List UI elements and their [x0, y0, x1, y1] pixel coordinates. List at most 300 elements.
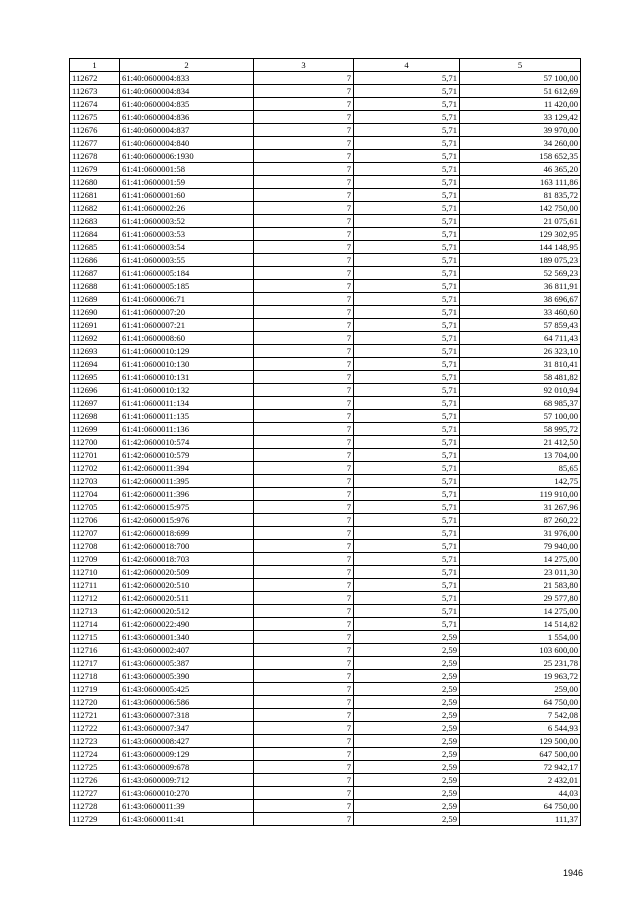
table-row [70, 800, 581, 813]
cadastral-number-cell: 61:43:0600011:39 [120, 800, 254, 813]
cadastral-number-cell: 61:41:0600005:185 [120, 280, 254, 293]
category-cell: 7 [254, 280, 354, 293]
amount-cell: 21 412,50 [460, 436, 581, 449]
row-number-cell: 112710 [70, 566, 120, 579]
row-number-cell: 112675 [70, 111, 120, 124]
row-number-cell: 112715 [70, 631, 120, 644]
cadastral-number-cell: 61:42:0600010:574 [120, 436, 254, 449]
amount-cell: 103 600,00 [460, 644, 581, 657]
category-cell: 7 [254, 228, 354, 241]
category-cell: 7 [254, 683, 354, 696]
row-number-cell: 112690 [70, 306, 120, 319]
rate-cell: 5,71 [354, 215, 460, 228]
row-number-cell: 112685 [70, 241, 120, 254]
table-row [70, 644, 581, 657]
table-row [70, 72, 581, 85]
category-cell: 7 [254, 111, 354, 124]
row-number-cell: 112697 [70, 397, 120, 410]
category-cell: 7 [254, 410, 354, 423]
row-number-cell: 112696 [70, 384, 120, 397]
category-cell: 7 [254, 696, 354, 709]
amount-cell: 36 811,91 [460, 280, 581, 293]
rate-cell: 5,71 [354, 475, 460, 488]
table-row [70, 267, 581, 280]
cadastral-number-cell: 61:42:0600011:394 [120, 462, 254, 475]
cadastral-number-cell: 61:41:0600002:26 [120, 202, 254, 215]
rate-cell: 5,71 [354, 371, 460, 384]
amount-cell: 21 583,80 [460, 579, 581, 592]
category-cell: 7 [254, 501, 354, 514]
amount-cell: 34 260,00 [460, 137, 581, 150]
amount-cell: 14 275,00 [460, 553, 581, 566]
amount-cell: 259,00 [460, 683, 581, 696]
table-row [70, 423, 581, 436]
cadastral-number-cell: 61:41:0600003:53 [120, 228, 254, 241]
category-cell: 7 [254, 319, 354, 332]
amount-cell: 14 514,82 [460, 618, 581, 631]
row-number-cell: 112716 [70, 644, 120, 657]
category-cell: 7 [254, 592, 354, 605]
column-header-3: 3 [254, 59, 354, 72]
row-number-cell: 112691 [70, 319, 120, 332]
amount-cell: 29 577,80 [460, 592, 581, 605]
row-number-cell: 112678 [70, 150, 120, 163]
row-number-cell: 112723 [70, 735, 120, 748]
cadastral-number-cell: 61:40:0600004:835 [120, 98, 254, 111]
row-number-cell: 112676 [70, 124, 120, 137]
row-number-cell: 112714 [70, 618, 120, 631]
page-number: 1946 [563, 868, 584, 878]
table-row [70, 657, 581, 670]
amount-cell: 21 075,61 [460, 215, 581, 228]
row-number-cell: 112705 [70, 501, 120, 514]
row-number-cell: 112699 [70, 423, 120, 436]
amount-cell: 2 432,01 [460, 774, 581, 787]
table-row [70, 358, 581, 371]
category-cell: 7 [254, 540, 354, 553]
amount-cell: 39 970,00 [460, 124, 581, 137]
column-header-5: 5 [460, 59, 581, 72]
rate-cell: 5,71 [354, 280, 460, 293]
row-number-cell: 112688 [70, 280, 120, 293]
amount-cell: 33 129,42 [460, 111, 581, 124]
amount-cell: 129 500,00 [460, 735, 581, 748]
table-row [70, 254, 581, 267]
category-cell: 7 [254, 462, 354, 475]
category-cell: 7 [254, 748, 354, 761]
cadastral-number-cell: 61:41:0600010:131 [120, 371, 254, 384]
category-cell: 7 [254, 787, 354, 800]
table-row [70, 228, 581, 241]
row-number-cell: 112693 [70, 345, 120, 358]
amount-cell: 23 011,30 [460, 566, 581, 579]
rate-cell: 5,71 [354, 124, 460, 137]
rate-cell: 5,71 [354, 488, 460, 501]
category-cell: 7 [254, 72, 354, 85]
rate-cell: 5,71 [354, 436, 460, 449]
row-number-cell: 112717 [70, 657, 120, 670]
amount-cell: 85,65 [460, 462, 581, 475]
amount-cell: 44,03 [460, 787, 581, 800]
cadastral-number-cell: 61:41:0600010:132 [120, 384, 254, 397]
cadastral-number-cell: 61:41:0600001:60 [120, 189, 254, 202]
rate-cell: 5,71 [354, 150, 460, 163]
table-row [70, 124, 581, 137]
cadastral-number-cell: 61:42:0600018:699 [120, 527, 254, 540]
rate-cell: 5,71 [354, 176, 460, 189]
amount-cell: 58 995,72 [460, 423, 581, 436]
row-number-cell: 112718 [70, 670, 120, 683]
category-cell: 7 [254, 267, 354, 280]
category-cell: 7 [254, 657, 354, 670]
rate-cell: 2,59 [354, 774, 460, 787]
cadastral-number-cell: 61:41:0600001:59 [120, 176, 254, 189]
table-row [70, 501, 581, 514]
cadastral-number-cell: 61:41:0600003:52 [120, 215, 254, 228]
amount-cell: 158 652,35 [460, 150, 581, 163]
row-number-cell: 112701 [70, 449, 120, 462]
rate-cell: 5,71 [354, 397, 460, 410]
table-row [70, 618, 581, 631]
cadastral-number-cell: 61:42:0600010:579 [120, 449, 254, 462]
amount-cell: 163 111,86 [460, 176, 581, 189]
cadastral-number-cell: 61:41:0600003:55 [120, 254, 254, 267]
table-row [70, 761, 581, 774]
category-cell: 7 [254, 150, 354, 163]
category-cell: 7 [254, 618, 354, 631]
rate-cell: 5,71 [354, 137, 460, 150]
cadastral-number-cell: 61:43:0600005:390 [120, 670, 254, 683]
table-row [70, 462, 581, 475]
amount-cell: 129 302,95 [460, 228, 581, 241]
table-row [70, 787, 581, 800]
cadastral-number-cell: 61:43:0600005:425 [120, 683, 254, 696]
row-number-cell: 112720 [70, 696, 120, 709]
rate-cell: 2,59 [354, 800, 460, 813]
amount-cell: 57 100,00 [460, 72, 581, 85]
cadastral-number-cell: 61:42:0600022:490 [120, 618, 254, 631]
table-row [70, 306, 581, 319]
rate-cell: 5,71 [354, 85, 460, 98]
cadastral-number-cell: 61:43:0600008:427 [120, 735, 254, 748]
row-number-cell: 112706 [70, 514, 120, 527]
rate-cell: 2,59 [354, 722, 460, 735]
row-number-cell: 112683 [70, 215, 120, 228]
category-cell: 7 [254, 488, 354, 501]
category-cell: 7 [254, 371, 354, 384]
table-row [70, 488, 581, 501]
row-number-cell: 112721 [70, 709, 120, 722]
category-cell: 7 [254, 436, 354, 449]
cadastral-number-cell: 61:43:0600009:129 [120, 748, 254, 761]
rate-cell: 2,59 [354, 631, 460, 644]
row-number-cell: 112719 [70, 683, 120, 696]
cadastral-number-cell: 61:41:0600006:71 [120, 293, 254, 306]
cadastral-number-cell: 61:40:0600006:1930 [120, 150, 254, 163]
rate-cell: 5,71 [354, 579, 460, 592]
category-cell: 7 [254, 553, 354, 566]
amount-cell: 68 985,37 [460, 397, 581, 410]
category-cell: 7 [254, 189, 354, 202]
table-row [70, 774, 581, 787]
amount-cell: 31 267,96 [460, 501, 581, 514]
amount-cell: 11 420,00 [460, 98, 581, 111]
amount-cell: 52 569,23 [460, 267, 581, 280]
cadastral-number-cell: 61:43:0600009:712 [120, 774, 254, 787]
rate-cell: 5,71 [354, 163, 460, 176]
category-cell: 7 [254, 644, 354, 657]
table-row [70, 293, 581, 306]
table-row [70, 410, 581, 423]
row-number-cell: 112695 [70, 371, 120, 384]
cadastral-number-cell: 61:41:0600003:54 [120, 241, 254, 254]
table-row [70, 683, 581, 696]
rate-cell: 2,59 [354, 683, 460, 696]
table-row [70, 163, 581, 176]
amount-cell: 144 148,95 [460, 241, 581, 254]
category-cell: 7 [254, 202, 354, 215]
cadastral-number-cell: 61:40:0600004:833 [120, 72, 254, 85]
row-number-cell: 112729 [70, 813, 120, 826]
category-cell: 7 [254, 85, 354, 98]
rate-cell: 5,71 [354, 202, 460, 215]
category-cell: 7 [254, 670, 354, 683]
rate-cell: 5,71 [354, 358, 460, 371]
row-number-cell: 112689 [70, 293, 120, 306]
cadastral-number-cell: 61:41:0600007:21 [120, 319, 254, 332]
category-cell: 7 [254, 566, 354, 579]
table-row [70, 735, 581, 748]
amount-cell: 647 500,00 [460, 748, 581, 761]
cadastral-number-cell: 61:42:0600018:700 [120, 540, 254, 553]
row-number-cell: 112722 [70, 722, 120, 735]
category-cell: 7 [254, 605, 354, 618]
table-row [70, 566, 581, 579]
category-cell: 7 [254, 293, 354, 306]
amount-cell: 7 542,08 [460, 709, 581, 722]
amount-cell: 142 750,00 [460, 202, 581, 215]
cadastral-number-cell: 61:42:0600011:395 [120, 475, 254, 488]
rate-cell: 2,59 [354, 709, 460, 722]
category-cell: 7 [254, 423, 354, 436]
amount-cell: 189 075,23 [460, 254, 581, 267]
category-cell: 7 [254, 358, 354, 371]
table-row [70, 332, 581, 345]
rate-cell: 2,59 [354, 761, 460, 774]
amount-cell: 92 010,94 [460, 384, 581, 397]
category-cell: 7 [254, 631, 354, 644]
amount-cell: 57 859,43 [460, 319, 581, 332]
category-cell: 7 [254, 306, 354, 319]
amount-cell: 46 365,20 [460, 163, 581, 176]
amount-cell: 58 481,82 [460, 371, 581, 384]
table-row [70, 85, 581, 98]
rate-cell: 5,71 [354, 111, 460, 124]
table-row [70, 514, 581, 527]
category-cell: 7 [254, 241, 354, 254]
cadastral-number-cell: 61:41:0600011:136 [120, 423, 254, 436]
category-cell: 7 [254, 514, 354, 527]
table-row [70, 319, 581, 332]
category-cell: 7 [254, 735, 354, 748]
table-row [70, 371, 581, 384]
table-row [70, 670, 581, 683]
rate-cell: 5,71 [354, 319, 460, 332]
row-number-cell: 112679 [70, 163, 120, 176]
category-cell: 7 [254, 449, 354, 462]
table-row [70, 631, 581, 644]
rate-cell: 5,71 [354, 592, 460, 605]
table-row [70, 527, 581, 540]
cadastral-number-cell: 61:43:0600006:586 [120, 696, 254, 709]
cadastral-number-cell: 61:42:0600020:511 [120, 592, 254, 605]
table-row [70, 722, 581, 735]
table-header-row [70, 59, 581, 72]
rate-cell: 5,71 [354, 189, 460, 202]
row-number-cell: 112686 [70, 254, 120, 267]
table-row [70, 202, 581, 215]
cadastral-number-cell: 61:40:0600004:837 [120, 124, 254, 137]
cadastral-number-cell: 61:43:0600009:678 [120, 761, 254, 774]
rate-cell: 2,59 [354, 813, 460, 826]
rate-cell: 5,71 [354, 293, 460, 306]
row-number-cell: 112682 [70, 202, 120, 215]
rate-cell: 5,71 [354, 72, 460, 85]
category-cell: 7 [254, 384, 354, 397]
table-row [70, 449, 581, 462]
row-number-cell: 112712 [70, 592, 120, 605]
row-number-cell: 112727 [70, 787, 120, 800]
amount-cell: 111,37 [460, 813, 581, 826]
amount-cell: 57 100,00 [460, 410, 581, 423]
cadastral-number-cell: 61:41:0600008:60 [120, 332, 254, 345]
amount-cell: 6 544,93 [460, 722, 581, 735]
table-row [70, 189, 581, 202]
rate-cell: 5,71 [354, 553, 460, 566]
row-number-cell: 112687 [70, 267, 120, 280]
table-row [70, 397, 581, 410]
rate-cell: 5,71 [354, 423, 460, 436]
table-row [70, 475, 581, 488]
category-cell: 7 [254, 813, 354, 826]
column-header-4: 4 [354, 59, 460, 72]
category-cell: 7 [254, 176, 354, 189]
amount-cell: 51 612,69 [460, 85, 581, 98]
table-row [70, 592, 581, 605]
row-number-cell: 112673 [70, 85, 120, 98]
row-number-cell: 112694 [70, 358, 120, 371]
category-cell: 7 [254, 98, 354, 111]
amount-cell: 13 704,00 [460, 449, 581, 462]
category-cell: 7 [254, 215, 354, 228]
amount-cell: 81 835,72 [460, 189, 581, 202]
amount-cell: 72 942,17 [460, 761, 581, 774]
cadastral-number-cell: 61:42:0600011:396 [120, 488, 254, 501]
table-row [70, 553, 581, 566]
column-header-2: 2 [120, 59, 254, 72]
row-number-cell: 112674 [70, 98, 120, 111]
cadastral-number-cell: 61:41:0600007:20 [120, 306, 254, 319]
category-cell: 7 [254, 800, 354, 813]
amount-cell: 14 275,00 [460, 605, 581, 618]
row-number-cell: 112724 [70, 748, 120, 761]
row-number-cell: 112713 [70, 605, 120, 618]
row-number-cell: 112725 [70, 761, 120, 774]
category-cell: 7 [254, 254, 354, 267]
rate-cell: 2,59 [354, 696, 460, 709]
rate-cell: 5,71 [354, 384, 460, 397]
cadastral-number-cell: 61:42:0600015:975 [120, 501, 254, 514]
category-cell: 7 [254, 527, 354, 540]
cadastral-number-cell: 61:42:0600015:976 [120, 514, 254, 527]
category-cell: 7 [254, 345, 354, 358]
cadastral-number-cell: 61:42:0600020:510 [120, 579, 254, 592]
amount-cell: 119 910,00 [460, 488, 581, 501]
rate-cell: 5,71 [354, 605, 460, 618]
category-cell: 7 [254, 163, 354, 176]
row-number-cell: 112700 [70, 436, 120, 449]
table-row [70, 384, 581, 397]
rate-cell: 5,71 [354, 228, 460, 241]
rate-cell: 2,59 [354, 644, 460, 657]
cadastral-number-cell: 61:40:0600004:840 [120, 137, 254, 150]
amount-cell: 64 711,43 [460, 332, 581, 345]
rate-cell: 5,71 [354, 514, 460, 527]
row-number-cell: 112726 [70, 774, 120, 787]
rate-cell: 2,59 [354, 787, 460, 800]
rate-cell: 5,71 [354, 332, 460, 345]
row-number-cell: 112672 [70, 72, 120, 85]
table-row [70, 813, 581, 826]
row-number-cell: 112707 [70, 527, 120, 540]
cadastral-number-cell: 61:41:0600005:184 [120, 267, 254, 280]
table-row [70, 709, 581, 722]
row-number-cell: 112680 [70, 176, 120, 189]
table-row [70, 176, 581, 189]
cadastral-number-cell: 61:43:0600002:407 [120, 644, 254, 657]
rate-cell: 2,59 [354, 670, 460, 683]
category-cell: 7 [254, 761, 354, 774]
category-cell: 7 [254, 722, 354, 735]
rate-cell: 5,71 [354, 241, 460, 254]
table-row [70, 436, 581, 449]
table-row [70, 241, 581, 254]
rate-cell: 5,71 [354, 98, 460, 111]
category-cell: 7 [254, 774, 354, 787]
table-row [70, 215, 581, 228]
category-cell: 7 [254, 709, 354, 722]
cadastral-number-cell: 61:42:0600018:703 [120, 553, 254, 566]
rate-cell: 5,71 [354, 306, 460, 319]
cadastral-number-cell: 61:41:0600011:135 [120, 410, 254, 423]
cadastral-number-cell: 61:41:0600001:58 [120, 163, 254, 176]
amount-cell: 38 696,67 [460, 293, 581, 306]
row-number-cell: 112703 [70, 475, 120, 488]
rate-cell: 2,59 [354, 657, 460, 670]
cadastral-number-cell: 61:41:0600011:134 [120, 397, 254, 410]
table-row [70, 540, 581, 553]
table-row [70, 98, 581, 111]
cadastral-number-cell: 61:43:0600010:270 [120, 787, 254, 800]
rate-cell: 5,71 [354, 462, 460, 475]
rate-cell: 5,71 [354, 345, 460, 358]
amount-cell: 31 976,00 [460, 527, 581, 540]
table-row [70, 579, 581, 592]
rate-cell: 2,59 [354, 735, 460, 748]
amount-cell: 64 750,00 [460, 800, 581, 813]
data-table [69, 58, 581, 826]
row-number-cell: 112704 [70, 488, 120, 501]
